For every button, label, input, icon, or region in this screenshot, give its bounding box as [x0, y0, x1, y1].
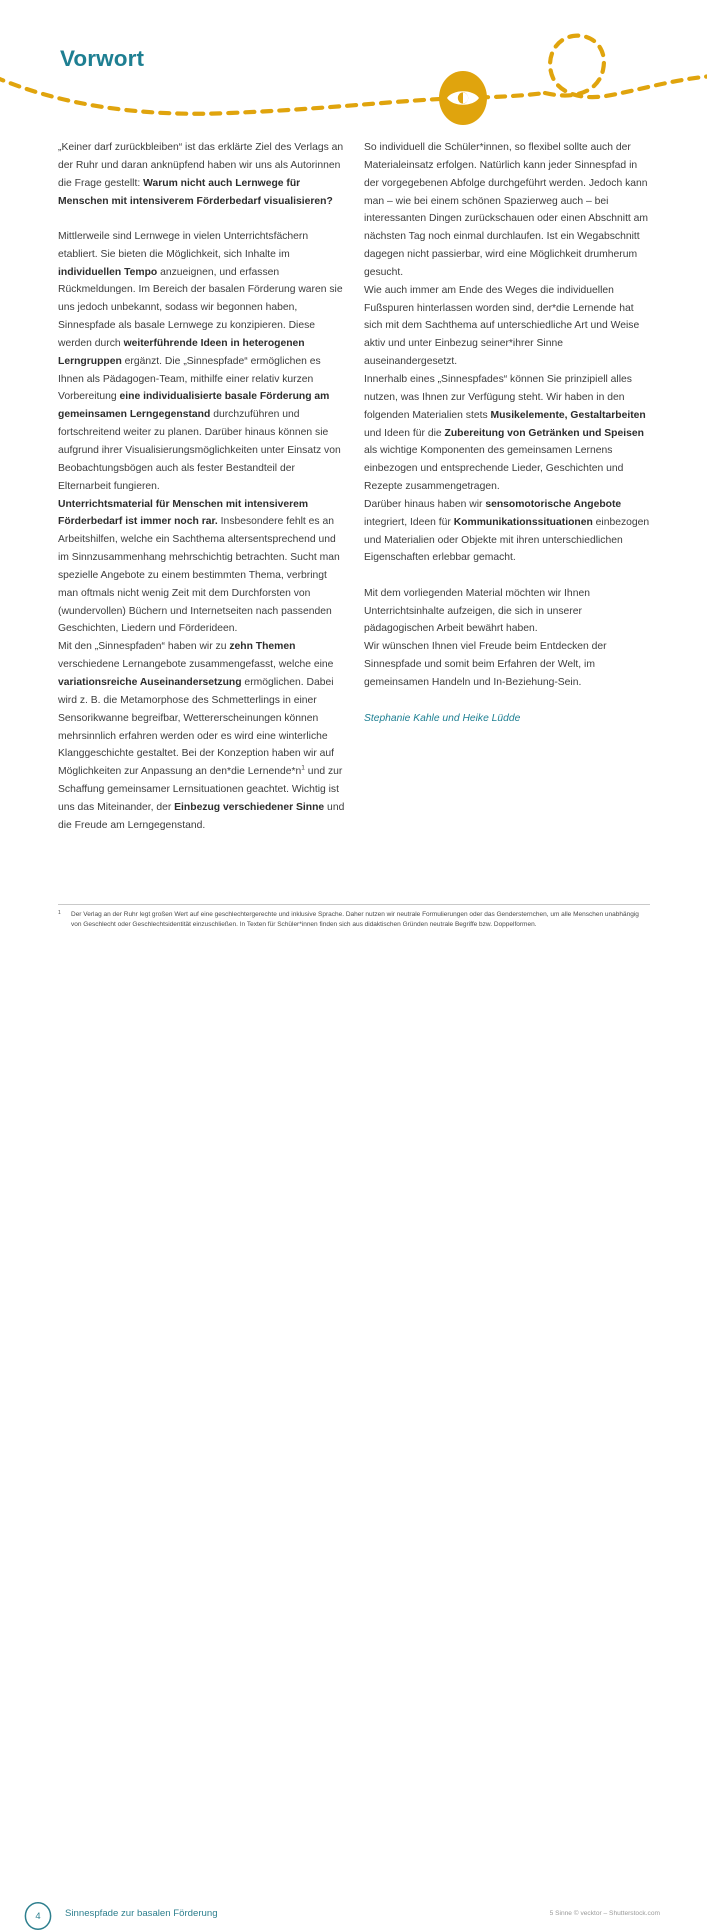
page-footer	[0, 950, 707, 1921]
emphasis-text: Musikelemente, Gestaltarbeiten	[490, 409, 646, 421]
body-text: und Ideen für die	[364, 427, 445, 439]
body-text: Mit den „Sinnespfaden“ haben wir zu	[58, 641, 230, 653]
body-text: verschiedene Lernangebote zusammengefasst, welche eine	[58, 659, 334, 671]
body-text: Wie auch immer am Ende des Weges die individuellen Fußspuren hinterlassen worden sind, der*die Lernende hat sich mit dem Sachthema auf unterschiedliche Art und Weise aktiv und unter Einbezug seiner*ihrer Sinne auseinandergesetzt.	[364, 284, 640, 368]
body-text: durchzuführen und fortschreitend weiter zu planen. Darüber hinaus können sie aufgrund ihrer Visualisierungsmöglichkeiten unter Einsatz von Beobachtungsbögen auch als fester Bestandteil der Elternarbeit fungieren.	[58, 409, 341, 492]
footnote-divider	[58, 904, 650, 905]
footer-title: Sinnespfade zur basalen Förderung	[65, 1908, 218, 1919]
footnote-area	[58, 904, 650, 929]
page-title: Vorwort	[60, 46, 145, 71]
page-number-badge	[24, 1902, 52, 1930]
body-text: Insbesondere fehlt es an Arbeitshilfen, welche ein Sachthema altersentsprechend und im Sinnzusammenhang mehrschichtig betrachten. Sucht man spezielle Angebote zu einem bestimmten Thema, verbringt man oftmals nicht wenig Zeit mit dem Durchforsten von (wundervollen) Büchern und Internetseiten nach passenden Geschichten, Liedern und Förderideen.	[58, 516, 340, 635]
author-signature: Stephanie Kahle und Heike Lüdde	[364, 712, 521, 724]
paragraph	[58, 228, 346, 496]
body-text: einbezogen und Materialien oder Objekte mit ihren unterschiedlichen Eigenschaften erlebbar gemacht.	[364, 516, 650, 564]
body-text: integriert, Ideen für	[364, 516, 454, 528]
eye-icon	[439, 71, 487, 125]
paragraph	[364, 282, 652, 371]
paragraph	[58, 139, 346, 210]
footnote-body: Der Verlag an der Ruhr legt großen Wert auf eine geschlechtergerechte und inklusive Sprache. Daher nutzen wir neutrale Formulierungen oder das Gendersternchen, um alle Menschen unabhängig von Geschlecht oder Geschlechtsidentität einzuschließen. In Texten für Schüler*innen finden sich aus didaktischen Gründen neutrale Begriffe bzw. Doppelformen.	[71, 911, 639, 928]
left-text-column	[58, 139, 346, 835]
emphasis-text: eine individualisierte basale Förderung am gemeinsamen Lerngegenstand	[58, 391, 330, 421]
emphasis-text: sensomotorische Angebote	[485, 498, 622, 510]
body-text: ergänzt. Die „Sinnespfade“ ermöglichen es Ihnen als Pädagogen-Team, mithilfe einer relativ kurzen Vorbereitung	[58, 355, 321, 403]
paragraph	[364, 585, 652, 639]
body-text: anzueignen, und erfassen Rückmeldungen. Im Bereich der basalen Förderung waren sie uns jedoch unbekannt, sodass wir begonnen haben, Sinnespfade als basale Lernwege zu konzipieren. Diese werden durch	[58, 266, 343, 349]
emphasis-text: individuellen Tempo	[58, 266, 158, 278]
body-text: Mittlerweile sind Lernwege in vielen Unterrichtsfächern etabliert. Sie bieten die Möglichkeit, sich Inhalte im	[58, 230, 309, 260]
emphasis-text: Einbezug verschiedener Sinne	[174, 801, 325, 813]
emphasis-text: Kommunikationssituationen	[453, 516, 593, 528]
paragraph	[364, 371, 652, 496]
body-text: ermöglichen. Dabei wird z. B. die Metamorphose des Schmetterlings in einer Sensorikwanne begreifbar, Wettererscheinungen können mehrsinnlich erfahren werden oder es wird eine winterliche Klanggeschichte gestaltet. Bei der Konzeption haben wir auf Möglichkeiten zur Anpassung an den*die Lernende*n	[58, 676, 335, 778]
paragraph	[58, 638, 346, 834]
body-text: Darüber hinaus haben wir	[364, 498, 486, 510]
paragraph	[364, 496, 652, 567]
body-text: und zur Schaffung gemeinsamer Lernsituationen geachtet. Wichtig ist uns das Miteinander, der	[58, 766, 343, 813]
footnote-marker: 1	[58, 910, 61, 916]
paragraph	[364, 139, 652, 282]
body-text: „Keiner darf zurückbleiben“ ist das erklärte Ziel des Verlags an der Ruhr und daran anknüpfend haben wir uns als Autorinnen die Frage gestellt:	[58, 142, 344, 189]
body-text: Wir wünschen Ihnen viel Freude beim Entdecken der Sinnespfade und somit beim Erfahren der Welt, im gemeinsamen Handeln und In-Beziehung-Sein.	[364, 641, 607, 688]
footer-image-credit: 5 Sinne © vecktor – Shutterstock.com	[549, 1910, 660, 1917]
emphasis-text: variationsreiche Auseinandersetzung	[58, 676, 242, 688]
emphasis-text: Warum nicht auch Lernwege für Menschen mit intensiverem Förderbedarf visualisieren?	[58, 177, 333, 207]
page-header	[0, 0, 707, 135]
right-text-column	[364, 139, 652, 728]
emphasis-text: Unterrichtsmaterial für Menschen mit intensiverem Förderbedarf ist immer noch rar.	[58, 498, 309, 528]
emphasis-text: Zubereitung von Getränken und Speisen	[444, 427, 644, 439]
body-text: So individuell die Schüler*innen, so flexibel sollte auch der Materialeinsatz erfolgen. Natürlich kann jeder Sinnespfad in der vorgegebenen Abfolge durchgeführt werden. Jedoch kann man – wie bei einem schönen Spazierweg auch – bei interessanten Dingen zurückschauen oder einen Abschnitt am nächsten Tag noch einmal durchlaufen. Ist ein Wegabschnitt dagegen nicht passierbar, wird eine Möglichkeit drumherum gesucht.	[364, 142, 649, 278]
footnote-text	[58, 910, 650, 929]
body-text: Mit dem vorliegenden Material möchten wir Ihnen Unterrichtsinhalte aufzeigen, die sich in unserer pädagogischen Arbeit bewährt haben.	[364, 587, 590, 635]
body-text: als wichtige Komponenten des gemeinsamen Lernens einbezogen und entsprechende Lieder, Geschichten und Rezepte zusammengetragen.	[364, 445, 624, 493]
paragraph	[364, 638, 652, 692]
paragraph	[58, 496, 346, 639]
emphasis-text: weiterführende Ideen in heterogenen Lerngruppen	[58, 337, 305, 367]
body-text: und die Freude am Lerngegenstand.	[58, 801, 345, 831]
footnote-reference: 1	[301, 764, 305, 772]
page-number: 4	[35, 1910, 41, 1921]
emphasis-text: zehn Themen	[229, 641, 296, 653]
body-text: Innerhalb eines „Sinnespfades“ können Sie prinzipiell alles nutzen, was Ihnen zur Verfügung steht. Wir haben in den folgenden Materialien stets	[364, 373, 632, 421]
